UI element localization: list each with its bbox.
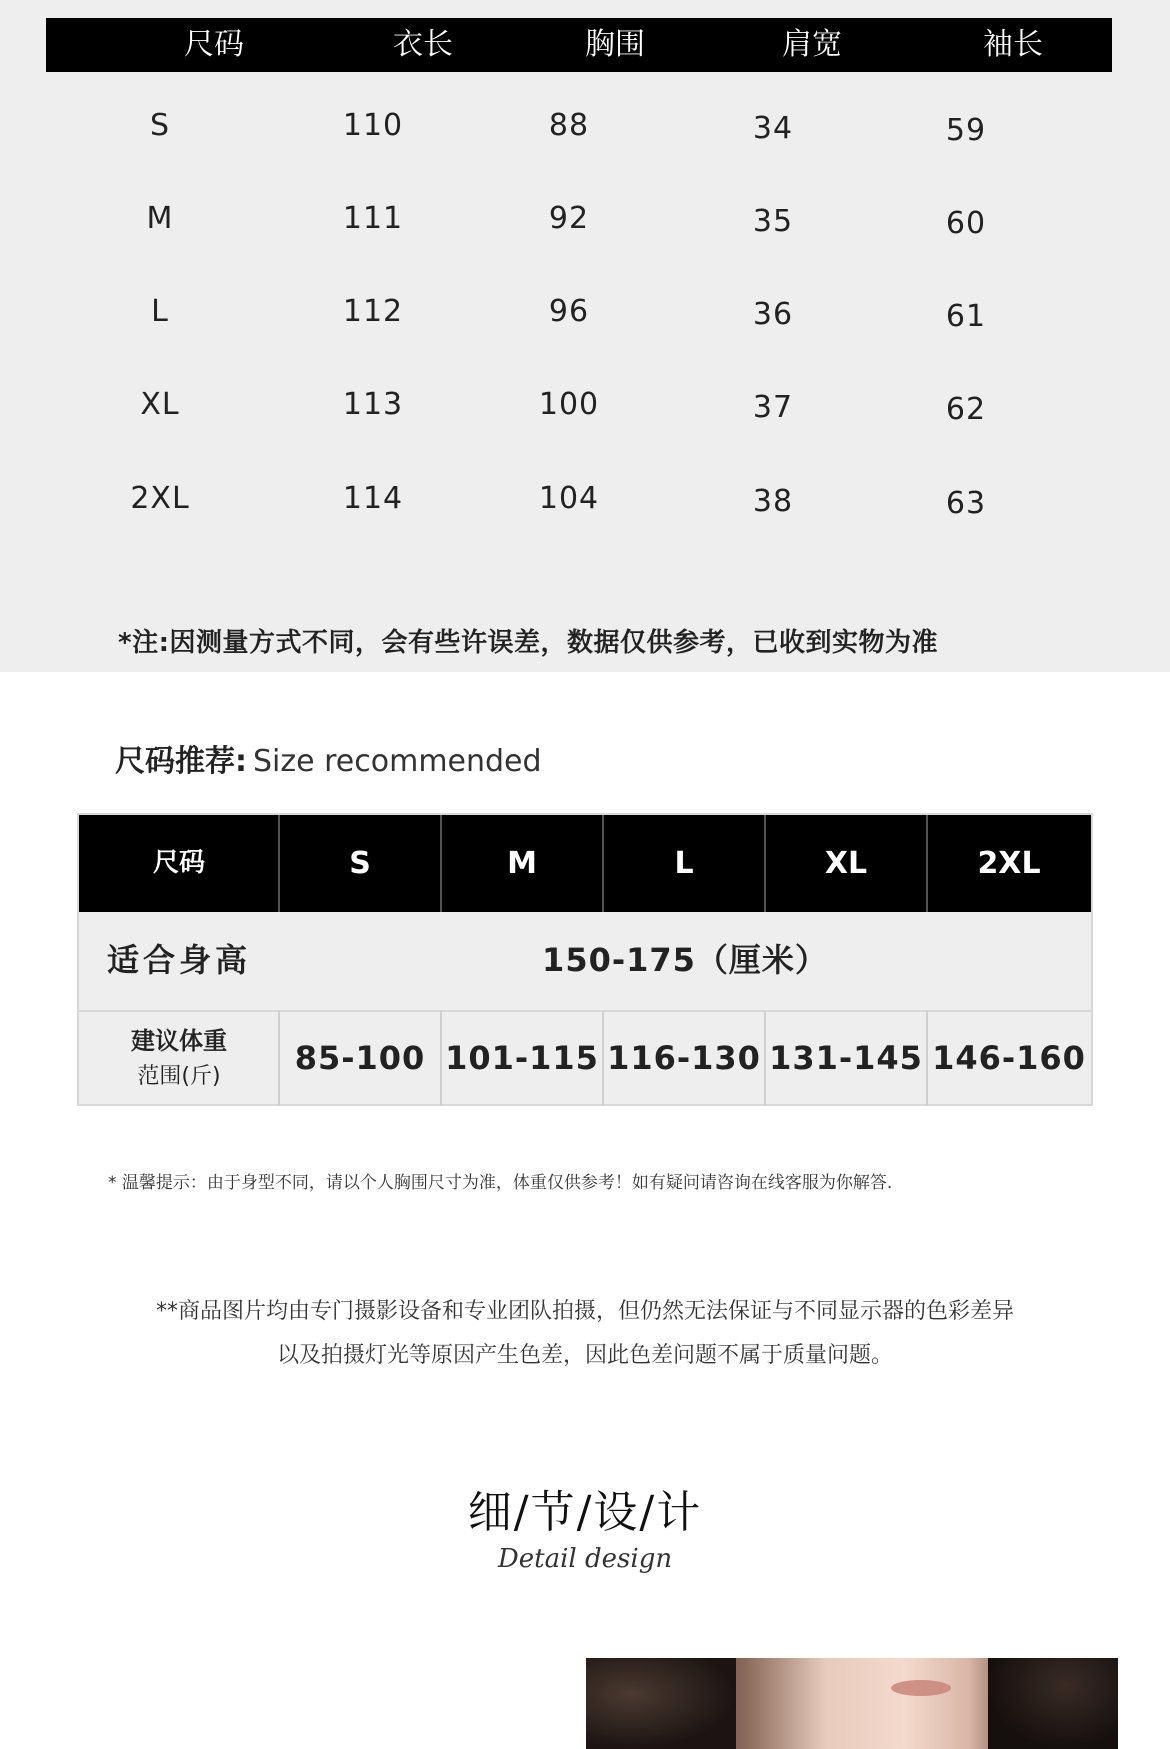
cell-chest: 88 [548,108,590,143]
detail-subtitle: Detail design [497,1544,673,1574]
header-chest: 胸围 [585,27,645,62]
header-shoulder: 肩宽 [782,27,842,62]
disclaimer-line: 以及拍摄灯光等原因产生色差，因此色差问题不属于质量问题。 [276,1343,893,1368]
header-size: 尺码 [184,27,244,62]
recommendation-title [115,736,542,780]
weight-label [79,1011,279,1106]
cell-sleeve: 59 [945,113,987,148]
weight-unit: 范围(斤) [137,1063,221,1089]
cell-size: L [151,294,169,329]
rec-header-size: 2XL [927,815,1091,912]
cell-size: S [149,108,171,143]
cell-shoulder: 35 [752,204,794,239]
disclaimer-line: **商品图片均由专门摄影设备和专业团队拍摄，但仍然无法保证与不同显示器的色彩差异 [155,1299,1014,1324]
table-row [0,282,1170,342]
cell-chest: 100 [538,387,600,422]
cell-length: 114 [342,481,404,516]
table-row [0,375,1170,435]
recommendation-table [77,813,1093,1106]
weight-label-text: 建议体重 [131,1026,227,1055]
recommendation-title-zh: 尺码推荐: [115,744,247,779]
height-value: 150-175（厘米） [542,941,828,979]
cell-sleeve: 61 [945,299,987,334]
cell-chest: 92 [548,201,590,236]
cell-size: XL [140,387,180,422]
header-sleeve: 袖长 [983,27,1043,62]
color-disclaimer [60,1290,1110,1378]
weight-value: 101-115 [445,1039,599,1077]
header-divider [764,815,766,912]
cell-size: M [146,201,174,236]
header-length: 衣长 [393,27,453,62]
photo-hair-left [586,1658,736,1749]
measurement-note: *注:因测量方式不同，会有些许误差，数据仅供参考，已收到实物为准 [118,628,938,658]
rec-header-size: M [441,815,603,912]
header-divider [278,815,280,912]
size-tip: * 温馨提示：由于身型不同，请以个人胸围尺寸为准，体重仅供参考！如有疑问请咨询在线客服为你解答. [108,1173,893,1193]
product-photo [586,1658,1118,1749]
weight-value: 85-100 [294,1039,426,1077]
cell-length: 112 [342,294,404,329]
cell-size: 2XL [130,481,190,516]
photo-lips [891,1680,951,1696]
header-divider [602,815,604,912]
cell-shoulder: 37 [752,390,794,425]
rec-header-label: 尺码 [79,815,279,912]
height-label: 适合身高 [106,941,251,979]
cell-length: 113 [342,387,404,422]
header-divider [440,815,442,912]
measurement-section [0,0,1170,672]
cell-shoulder: 36 [752,297,794,332]
cell-length: 110 [342,108,404,143]
cell-shoulder: 34 [752,111,794,146]
cell-length: 111 [342,201,404,236]
recommendation-title-en: Size recommended [253,744,542,779]
weight-value: 146-160 [932,1039,1086,1077]
cell-sleeve: 60 [945,206,987,241]
weight-value: 116-130 [607,1039,761,1077]
measurement-header [46,18,1112,72]
cell-sleeve: 62 [945,392,987,427]
header-divider [926,815,928,912]
table-row [0,469,1170,529]
cell-sleeve: 63 [945,486,987,521]
rec-header-size: XL [765,815,927,912]
cell-chest: 96 [548,294,590,329]
cell-shoulder: 38 [752,484,794,519]
detail-title: 细/节/设/计 [467,1487,703,1538]
table-row [0,96,1170,156]
table-row [0,189,1170,249]
rec-header-size: S [279,815,441,912]
weight-value: 131-145 [769,1039,923,1077]
rec-header-size: L [603,815,765,912]
cell-chest: 104 [538,481,600,516]
photo-hair-right [988,1658,1118,1749]
